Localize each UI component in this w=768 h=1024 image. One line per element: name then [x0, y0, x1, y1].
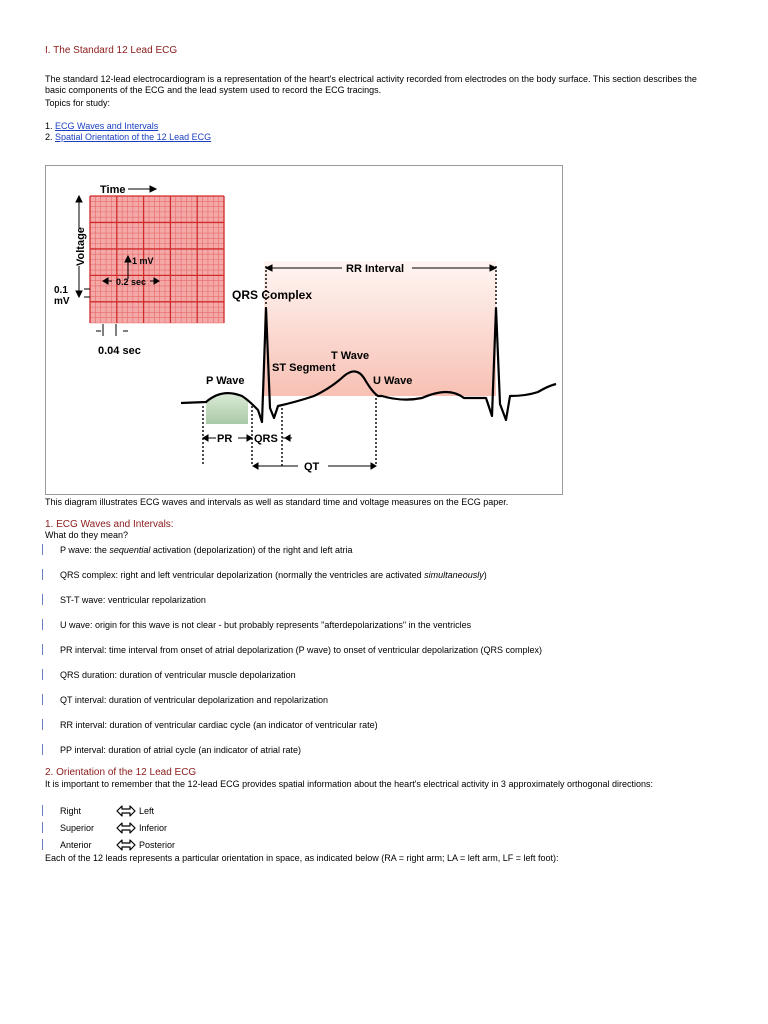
point1-label: 0.1	[54, 285, 68, 296]
wave-item-text: RR interval: duration of ventricular cardiac cycle (an indicator of ventricular rate)	[60, 720, 378, 730]
mv-label: mV	[54, 296, 70, 307]
waves-section-title: 1. ECG Waves and Intervals:	[45, 519, 174, 530]
double-arrow-icon	[116, 805, 136, 817]
bullet-marker-icon	[42, 839, 45, 850]
bullet-marker-icon	[42, 544, 45, 555]
bullet-marker-icon	[42, 719, 45, 730]
link-spatial-orientation[interactable]: Spatial Orientation of the 12 Lead ECG	[55, 132, 212, 142]
ecg-diagram	[45, 165, 563, 495]
ecg-paper-grid	[90, 196, 224, 323]
direction-pair	[42, 838, 175, 852]
u-wave-label: U Wave	[373, 375, 413, 387]
st-segment-label: ST Segment	[272, 362, 336, 374]
point04-sec-label: 0.04 sec	[98, 345, 141, 357]
orientation-intro: It is important to remember that the 12-lead ECG provides spatial information about the heart's electrical activity in 3 approximately orthogonal directions:	[45, 779, 654, 789]
wave-list-item	[42, 695, 328, 705]
direction-b: Inferior	[139, 823, 168, 833]
direction-a: Superior	[60, 823, 95, 833]
double-arrow-icon	[116, 822, 136, 834]
bullet-marker-icon	[42, 822, 45, 833]
wave-list-item	[42, 720, 378, 730]
qrs-complex-label: QRS Complex	[232, 288, 313, 302]
bullet-marker-icon	[42, 744, 45, 755]
wave-list-item	[42, 595, 206, 605]
link-ecg-waves[interactable]: ECG Waves and Intervals	[55, 121, 159, 131]
voltage-label: Voltage	[75, 227, 87, 266]
qrs-label: QRS	[254, 433, 278, 445]
orientation-closing: Each of the 12 leads represents a particular orientation in space, as indicated below (RA = right arm; LA = left arm, LF = left foot):	[45, 853, 559, 863]
double-arrow-icon	[116, 839, 136, 851]
wave-item-text: P wave: the sequential activation (depolarization) of the right and left atria	[60, 545, 353, 555]
wave-list-item	[42, 570, 487, 580]
p-wave-shaded-area	[206, 394, 248, 424]
bullet-marker-icon	[42, 805, 45, 816]
p-wave-label: P Wave	[206, 375, 245, 387]
section-1-title: I. The Standard 12 Lead ECG	[45, 45, 178, 56]
waves-question: What do they mean?	[45, 530, 129, 540]
wave-item-text: QRS complex: right and left ventricular depolarization (normally the ventricles are activated simultaneously)	[60, 570, 487, 580]
bullet-marker-icon	[42, 619, 45, 630]
rr-interval-label: RR Interval	[346, 263, 405, 275]
bullet-marker-icon	[42, 694, 45, 705]
bullet-marker-icon	[42, 569, 45, 580]
direction-a: Anterior	[60, 840, 92, 850]
topics-label: Topics for study:	[45, 98, 111, 108]
bullet-marker-icon	[42, 594, 45, 605]
pr-label: PR	[217, 433, 233, 445]
wave-item-text: U wave: origin for this wave is not clear - but probably represents "afterdepolarizations" in the ventricles	[60, 620, 472, 630]
wave-list-item	[42, 620, 471, 630]
point2-sec-label: 0.2 sec	[116, 277, 147, 287]
wave-item-text: PR interval: time interval from onset of atrial depolarization (P wave) to onset of ventricular depolarization (QRS complex)	[60, 645, 543, 655]
qt-label: QT	[304, 461, 320, 473]
wave-list-item	[42, 545, 353, 555]
direction-a: Right	[60, 806, 82, 816]
wave-list-item	[42, 670, 296, 680]
section-1-intro: The standard 12-lead electrocardiogram is a representation of the heart's electrical activity recorded from electrodes on the body surface. This section describes the basic components of the ECG and the lead system used to record the ECG tracings.	[45, 74, 697, 95]
wave-list-item	[42, 645, 542, 655]
wave-item-text: QRS duration: duration of ventricular muscle depolarization	[60, 670, 296, 680]
topic-item-1: 1. ECG Waves and Intervals	[45, 121, 159, 131]
direction-pair	[42, 804, 154, 818]
one-mv-label: 1 mV	[132, 256, 154, 266]
t-wave-label: T Wave	[331, 350, 370, 362]
wave-list-item	[42, 745, 301, 755]
direction-b: Posterior	[139, 840, 176, 850]
topic-item-2: 2. Spatial Orientation of the 12 Lead ECG	[45, 132, 212, 142]
wave-item-text: QT interval: duration of ventricular depolarization and repolarization	[60, 695, 328, 705]
time-label: Time	[100, 184, 126, 196]
direction-pair	[42, 821, 167, 835]
direction-b: Left	[139, 806, 155, 816]
wave-item-text: PP interval: duration of atrial cycle (an indicator of atrial rate)	[60, 745, 301, 755]
wave-item-text: ST-T wave: ventricular repolarization	[60, 595, 206, 605]
orientation-section-title: 2. Orientation of the 12 Lead ECG	[45, 767, 197, 778]
bullet-marker-icon	[42, 644, 45, 655]
figure-caption: This diagram illustrates ECG waves and intervals as well as standard time and voltage measures on the ECG paper.	[45, 497, 509, 507]
bullet-marker-icon	[42, 669, 45, 680]
